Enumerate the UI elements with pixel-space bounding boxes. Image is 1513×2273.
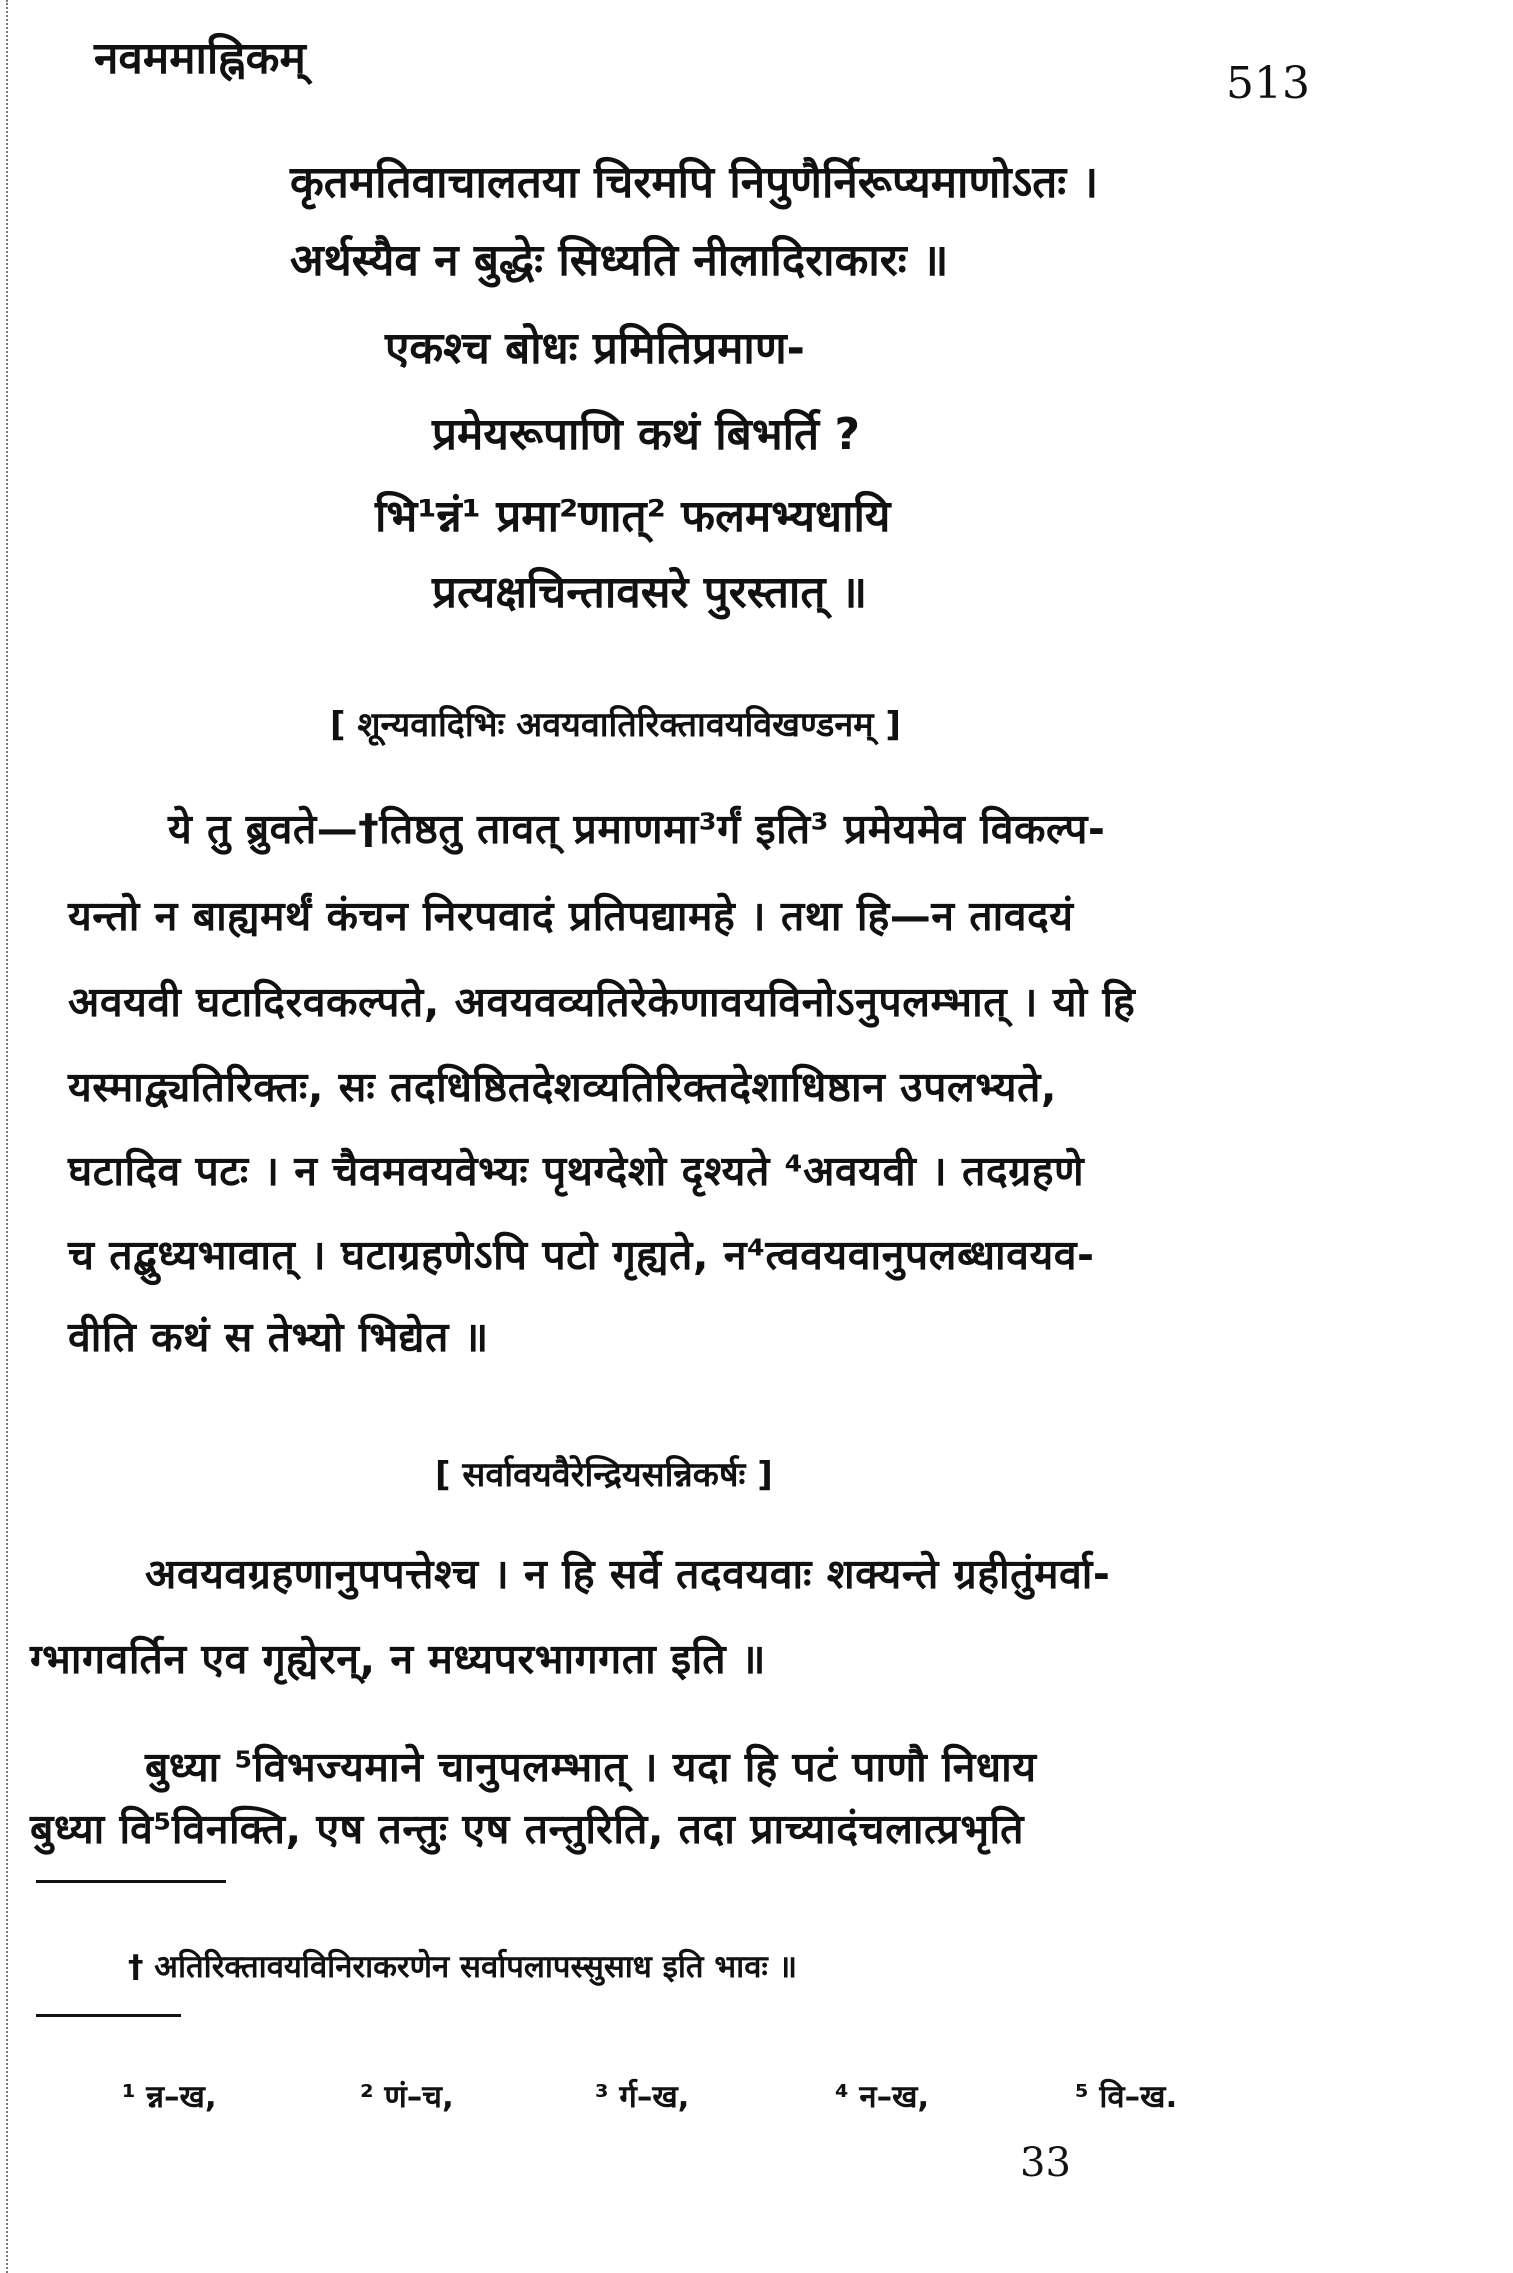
paragraph-line: ग्भागवर्तिन एव गृह्येरन्, न मध्यपरभागगता इति ॥ (30, 1635, 766, 1683)
paragraph-line: च तद्बुध्यभावात् । घटाग्रहणेऽपि पटो गृह्यते, न⁴त्ववयवानुपलब्धावयव- (68, 1231, 1095, 1279)
page-number: 513 (1226, 58, 1310, 109)
variant-reading: ¹ न्न–ख, (122, 2079, 217, 2115)
verse-line: भि¹न्नं¹ प्रमा²णात्² फलमभ्यधायि (375, 491, 891, 542)
paragraph-line: यन्तो न बाह्यमर्थं कंचन निरपवादं प्रतिपद्यामहे । तथा हि—न तावदयं (68, 892, 1074, 940)
paragraph-line: बुध्या ⁵विभज्यमाने चानुपलम्भात् । यदा हि पटं पाणौ निधाय (145, 1743, 1037, 1791)
section-heading: [ सर्वावयवैरेन्द्रियसन्निकर्षः ] (435, 1455, 773, 1495)
paragraph-line: वीति कथं स तेभ्यो भिद्येत ॥ (68, 1313, 489, 1361)
verse-line: अर्थस्यैव न बुद्धेः सिध्यति नीलादिराकारः ॥ (290, 235, 949, 286)
paragraph-line: यस्माद्व्यतिरिक्तः, सः तदधिष्ठितदेशव्यतिरिक्तदेशाधिष्ठान उपलभ्यते, (68, 1063, 1057, 1111)
paragraph-line: घटादिव पटः । न चैवमवयवेभ्यः पृथग्देशो दृश्यते ⁴अवयवी । तदग्रहणे (68, 1147, 1085, 1195)
verse-line: एकश्च बोधः प्रमितिप्रमाण- (385, 323, 805, 374)
footnote-rule (36, 1880, 226, 1883)
variant-reading: ⁵ वि–ख. (1075, 2079, 1178, 2115)
section-heading: [ शून्यवादिभिः अवयवातिरिक्तावयविखण्डनम् ] (330, 705, 901, 745)
paragraph-line: बुध्या वि⁵विनक्ति, एष तन्तुः एष तन्तुरिति, तदा प्राच्यादंचलात्प्रभृति (30, 1805, 1025, 1853)
variant-reading: ³ र्ग–ख, (595, 2079, 690, 2115)
verse-line: कृतमतिवाचालतया चिरमपि निपुणैर्निरूप्यमाणोऽतः । (290, 157, 1099, 208)
variant-reading: ⁴ न–ख, (835, 2079, 930, 2115)
paragraph-line: अवयवी घटादिरवकल्पते, अवयवव्यतिरेकेणावयविनोऽनुपलम्भात् । यो हि (68, 978, 1136, 1026)
footnote-note: † अतिरिक्तावयविनिराकरणेन सर्वापलापस्सुसाध इति भावः ॥ (128, 1949, 798, 1985)
variant-reading: ² णं–च, (360, 2079, 454, 2115)
paragraph-line: ये तु ब्रुवते—†तिष्ठतु तावत् प्रमाणमा³र्गं इति³ प्रमेयमेव विकल्प- (168, 805, 1106, 853)
paragraph-line: अवयवग्रहणानुपपत्तेश्च । न हि सर्वे तदवयवाः शक्यन्ते ग्रहीतुंमर्वा- (145, 1550, 1111, 1598)
variant-rule (36, 2014, 181, 2017)
verse-line: प्रमेयरूपाणि कथं बिभर्ति ? (432, 409, 860, 460)
chapter-title: नवममाह्निकम् (94, 33, 306, 84)
verse-line: प्रत्यक्षचिन्तावसरे पुरस्तात् ॥ (432, 567, 868, 618)
scan-edge (6, 0, 8, 2273)
signature-mark: 33 (1020, 2140, 1071, 2186)
